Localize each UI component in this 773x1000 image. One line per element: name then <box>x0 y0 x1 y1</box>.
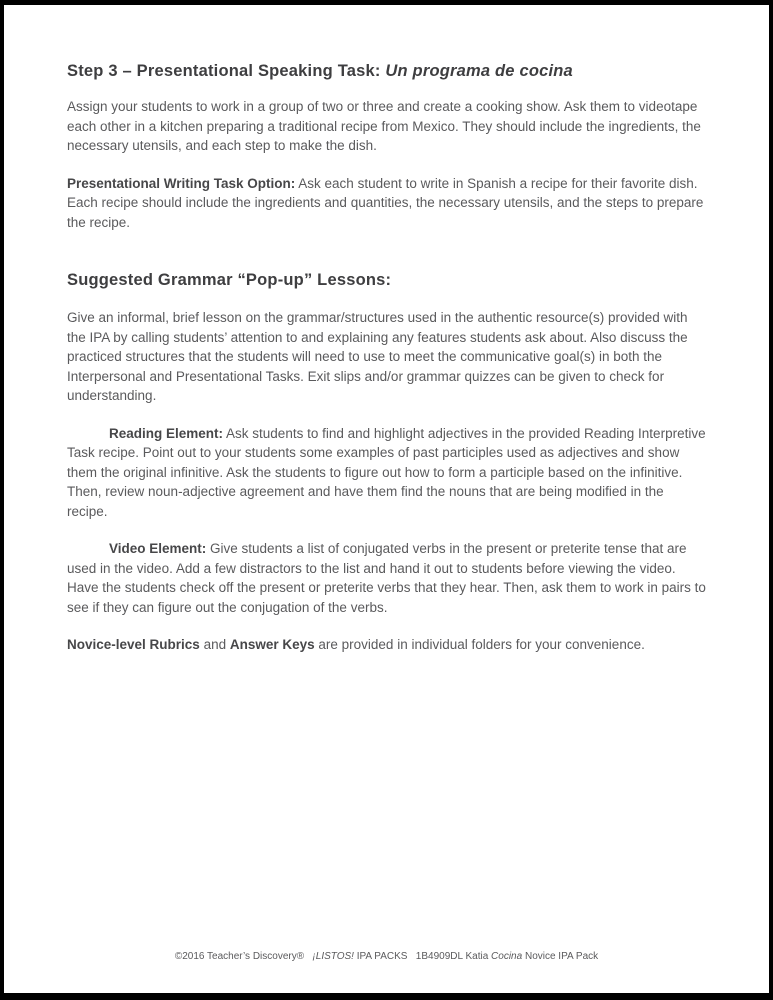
video-element-label: Video Element: <box>109 541 207 556</box>
rubrics-rest-text: are provided in individual folders for your convenience. <box>314 637 645 652</box>
grammar-heading: Suggested Grammar “Pop-up” Lessons: <box>67 271 392 289</box>
rubrics-bold-2: Answer Keys <box>229 637 315 652</box>
page-footer <box>4 951 769 963</box>
step3-paragraph: Assign your students to work in a group of two or three and create a cooking show. Ask them to videotape each other in a kitchen preparing a traditional recipe from Mexico. They should include the ingredients, the necessary utensils, and each step to make the dish. <box>67 99 701 153</box>
reading-element-text: Ask students to find and highlight adjectives in the provided Reading Interpretive Task recipe. Point out to your students some examples of past participles used as adjectives and show them the original infinitive. Ask the students to figure out how to form a participle based on the infinitive. Then, review noun-adjective agreement and have them find the nouns that are being modified in the recipe. <box>67 425 706 519</box>
reading-element-paragraph <box>67 424 707 522</box>
footer-pack-name: Novice IPA Pack <box>522 951 599 962</box>
footer-ipa-packs: IPA PACKS 1B4909DL Katia <box>353 951 492 962</box>
rubrics-mid-text: and <box>199 637 230 652</box>
step3-heading <box>67 61 707 81</box>
writing-option-paragraph <box>67 174 707 233</box>
writing-option-label: Presentational Writing Task Option: <box>67 175 296 191</box>
footer-cocina: Cocina <box>491 951 523 962</box>
grammar-paragraph: Give an informal, brief lesson on the grammar/structures used in the authentic resource(s) provided with the IPA by calling students’ attention to and explaining any features students ask about. Also discuss the practiced structures that the students will need to use to meet the communicative goal(s) in both the Interpersonal and Presentational Tasks. Exit slips and/or grammar quizzes can be given to check for understanding. <box>67 310 688 403</box>
video-element-text: Give students a list of conjugated verbs in the present or preterite tense that are used in the video. Add a few distractors to the list and hand it out to students before viewing the video. Have the students check off the present or preterite verbs that they hear. Then, ask them to work in pairs to see if they can figure out the conjugation of the verbs. <box>67 541 706 615</box>
writing-option-text: Ask each student to write in Spanish a recipe for their favorite dish. Each recipe should include the ingredients and quantities, the necessary utensils, and the steps to prepare the recipe. <box>67 175 704 230</box>
footer-copyright: ©2016 Teacher’s Discovery® <box>174 951 313 962</box>
step3-heading-italic: Un programa de cocina <box>385 62 573 80</box>
reading-element-label: Reading Element: <box>109 425 224 441</box>
page-content <box>4 5 769 655</box>
footer-listos: ¡LISTOS! <box>312 951 354 962</box>
rubrics-bold-1: Novice-level Rubrics <box>67 637 200 652</box>
video-element-paragraph <box>67 539 707 617</box>
rubrics-paragraph <box>67 635 707 655</box>
step3-heading-text: Step 3 – Presentational Speaking Task: <box>67 62 386 80</box>
